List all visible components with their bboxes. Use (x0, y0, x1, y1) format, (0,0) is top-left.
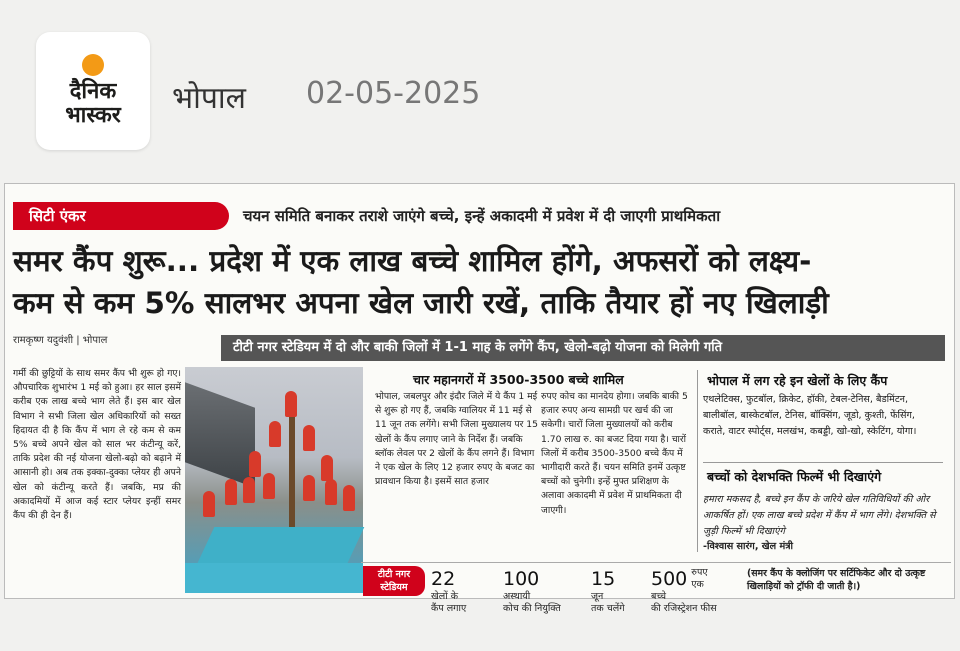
child-figure (243, 477, 255, 503)
stat-label-line2: कोच की नियुक्ति (503, 603, 561, 614)
child-figure (249, 451, 261, 477)
venue-badge (363, 566, 425, 596)
section-tag: सिटी एंकर (13, 202, 229, 230)
stat-label-line1: खेलों के (431, 591, 458, 602)
stadium-stand-shape (185, 382, 255, 487)
article-column-1: गर्मी की छुट्टियों के साथ समर कैंप भी शुरू हो गए। औपचारिक शुभारंभ 1 मई को हुआ। हर साल इसमें करीब एक लाख बच्चे भाग लेते हैं। इस बार खेल विभाग ने सभी जिला खेल अधिकारियों को सख्त हिदायत दी है कि कैंप में भाग ले रहे कम से कम 5% बच्चे अपने खेल को साल भर कंटीन्यू करें, ताकि प्रदेश की नई योजना खेलो-बढ़ो को बढ़ाने में आसानी हो। अब तक इक्का-दुक्का प्लेयर ही अपने खेल को कंटीन्यू करते हैं। जबकि, मप्र की अकादमियों में आज कई स्टार प्लेयर इन्हीं समर कैंप की ही देन हैं। (13, 368, 181, 522)
stat-item (431, 567, 466, 615)
dainik-bhaskar-logo (36, 32, 150, 150)
gym-floor (185, 563, 363, 593)
headline-line2: कम से कम 5% सालभर अपना खेल जारी रखें, ताकि तैयार हों नए खिलाड़ी (13, 286, 829, 320)
closing-note: (समर कैंप के क्लोजिंग पर सर्टिफिकेट और दो उत्कृष्ट खिलाड़ियों को ट्रॉफी दी जाती है।) (747, 568, 926, 592)
stat-number: 15 (591, 568, 616, 590)
child-figure (343, 485, 355, 511)
child-figure (321, 455, 333, 481)
child-figure (325, 479, 337, 505)
stat-item (591, 567, 625, 615)
section-title-sports: भोपाल में लग रहे इन खेलों के लिए कैंप (707, 373, 888, 388)
mallakhamb-pole (289, 407, 295, 547)
stat-number: 22 (431, 568, 456, 590)
section-title-metros: चार महानगरों में 3500-3500 बच्चे शामिल (413, 372, 624, 387)
article-column-3: रुपए कोच का मानदेय होगा। जबकि बाकी 5 हजार रुपए अन्य सामग्री पर खर्च की जा सकेगी। चारों जिला मुख्यालयों को करीब 1.70 लाख रु. का बजट दिया गया है। चारों जिलों में करीब 3500-3500 बच्चे कैंप में भागीदारी करते हैं। चयन समिति इनमें उत्कृष्ट बच्चों को चुनेगी। इन्हें मुफ्त प्रशिक्षण के अलावा अकादमी में प्रवेश में प्राथमिकता दी जाएगी। (541, 391, 688, 516)
subheadline-bar: टीटी नगर स्टेडियम में दो और बाकी जिलों में 1-1 माह के लगेंगे कैंप, खेलो-बढ़ो योजना को मिलेगी गति (221, 335, 945, 361)
stat-label-line2: कैंप लगाए (431, 603, 467, 614)
edition-city: भोपाल (172, 81, 247, 116)
child-figure (285, 391, 297, 417)
byline: रामकृष्ण यदुवंशी | भोपाल (13, 335, 108, 346)
logo-text-line2: भास्कर (65, 103, 121, 128)
summer-camp-photo (185, 367, 363, 593)
gym-mat (196, 527, 365, 567)
stat-label-line1: अस्थायी (503, 591, 531, 602)
badge-line1: टीटी नगर (377, 569, 411, 580)
section-title-films: बच्चों को देशभक्ति फिल्में भी दिखाएंगे (707, 469, 882, 484)
stat-item (651, 567, 717, 615)
stat-label-line2: की रजिस्ट्रेशन फीस (651, 603, 717, 614)
sports-list: एथलेटिक्स, फुटबॉल, क्रिकेट, हॉकी, टेबल-टेनिस, बैडमिंटन, बालीबॉल, बास्केटबॉल, टेनिस, बॉक्सिंग, जूडो, कुश्ती, फेंसिंग, कराते, वाटर स्पोर्ट्स, मलखंभ, कबड्डी, खो-खो, स्केटिंग, योगा। (703, 394, 917, 437)
main-headline (13, 240, 948, 324)
quote-author: -विश्वास सारंग, खेल मंत्री (703, 541, 794, 553)
child-figure (303, 425, 315, 451)
edition-date: 02-05-2025 (306, 76, 481, 111)
stat-number: 500 (651, 568, 688, 590)
stat-label-line1: जून (591, 591, 604, 602)
minister-quote (703, 492, 943, 555)
stats-bar (361, 562, 951, 614)
child-figure (263, 473, 275, 499)
logo-text-line1: दैनिक (69, 79, 117, 104)
quote-text: हमारा मकसद है, बच्चे इन कैंप के जरिये खेल गतिविधियों की ओर आकर्षित हों। एक लाख बच्चे प्रदेश में कैंप में भाग लेंगे। देशभक्ति से जुड़ी फिल्में भी दिखाएंगे (703, 494, 936, 537)
column-divider (697, 370, 698, 552)
child-figure (269, 421, 281, 447)
headline-line1: समर कैंप शुरू... प्रदेश में एक लाख बच्चे शामिल होंगे, अफसरों को लक्ष्य- (13, 244, 812, 278)
badge-line2: स्टेडियम (380, 582, 408, 593)
newspaper-clipping (4, 183, 955, 614)
logo-sun-icon (82, 54, 104, 76)
stat-label-line1: रुपए एक बच्चे (651, 567, 708, 602)
stat-number: 100 (503, 568, 540, 590)
child-figure (303, 475, 315, 501)
article-column-2: भोपाल, जबलपुर और इंदौर जिले में ये कैंप 1 मई से शुरू हो गए हैं, जबकि ग्वालियर में 11 मई से 11 जून तक लगेंगे। सभी जिला मुख्यालय पर 15 खेलों के कैंप लगाए जाने के निर्देश हैं। जबकि ब्लॉक लेवल पर 2 खेलों के कैंप लगने हैं। विभाग ने एक खेल के लिए 12 हजार रुपए के बजट का प्रावधान किया है। इसमें सात हजार (375, 391, 538, 488)
divider-line (703, 462, 943, 463)
stat-label-line2: तक चलेंगे (591, 603, 625, 614)
stat-item (503, 567, 561, 615)
child-figure (225, 479, 237, 505)
kicker-headline: चयन समिति बनाकर तराशे जाएंगे बच्चे, इन्हें अकादमी में प्रवेश में दी जाएगी प्राथमिकता (243, 207, 721, 225)
child-figure (203, 491, 215, 517)
